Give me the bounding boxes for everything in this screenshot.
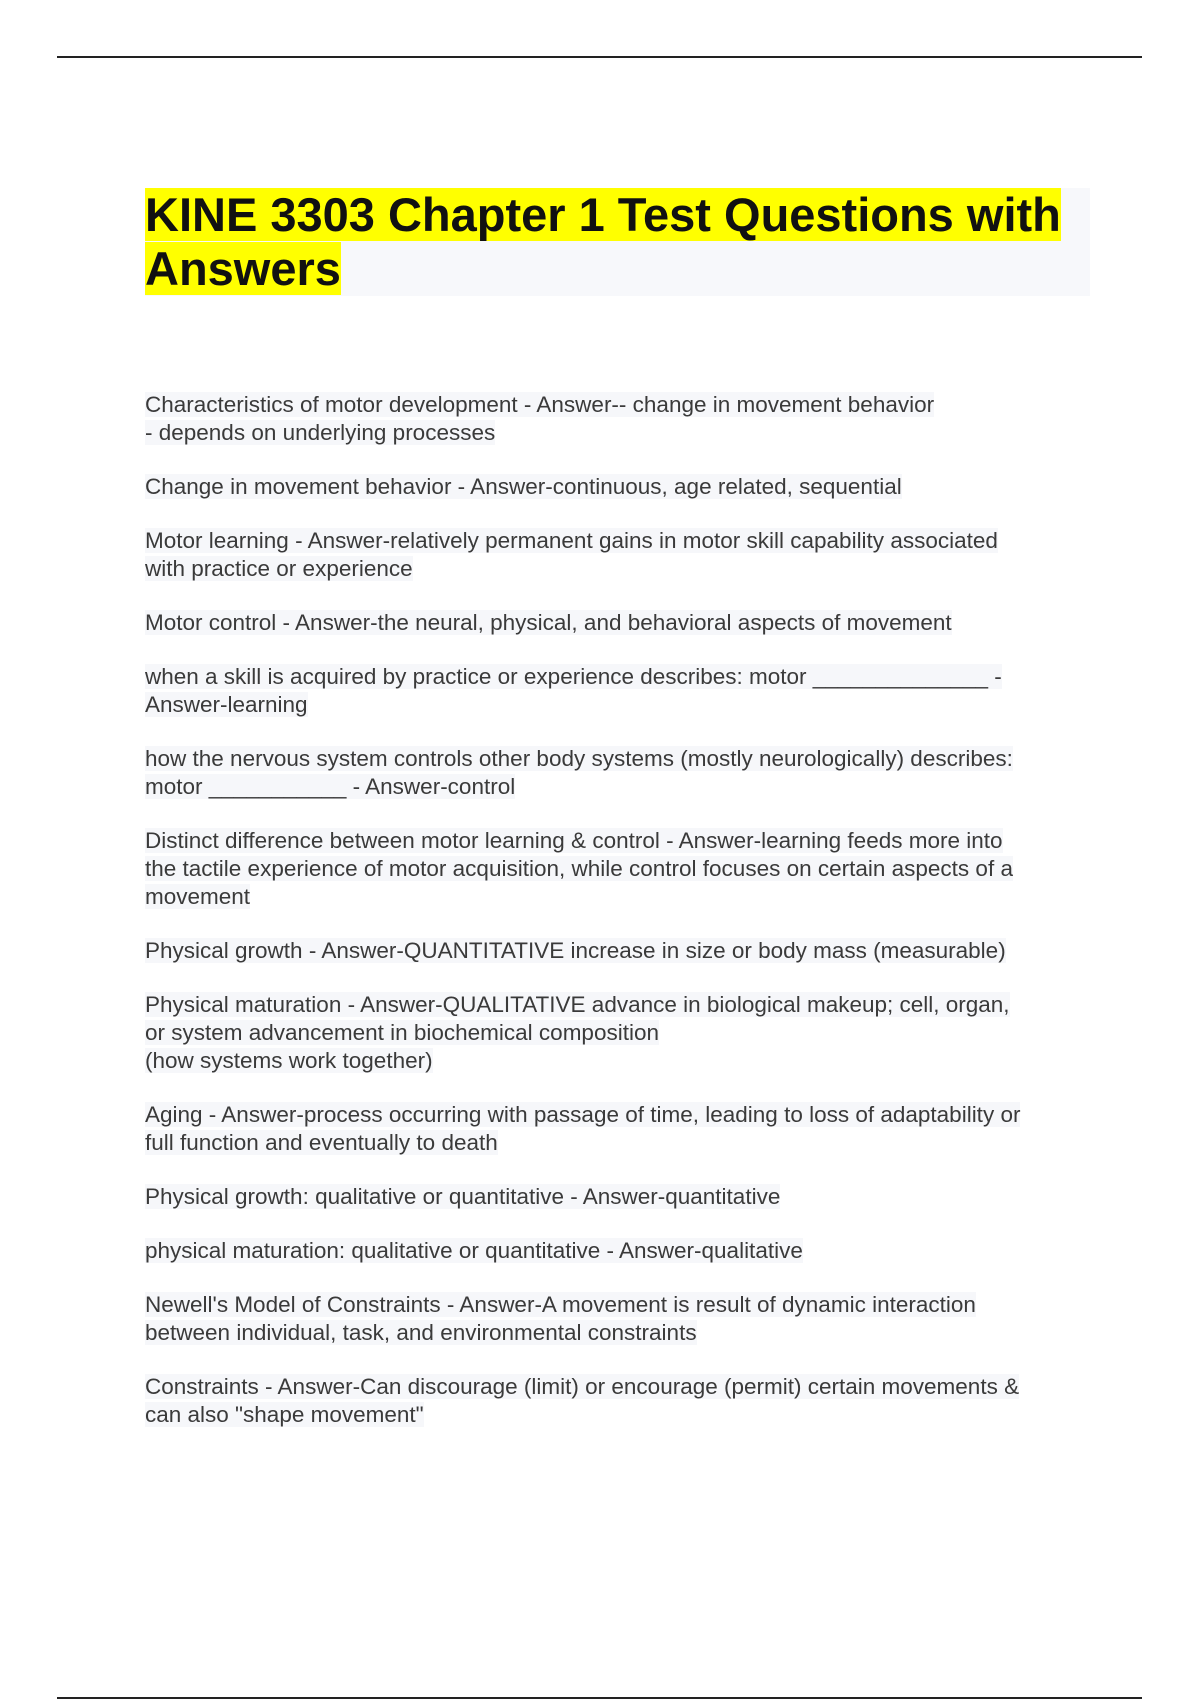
- qa-line: [145, 991, 1095, 1019]
- qa-item: [145, 1237, 1095, 1265]
- qa-item: [145, 937, 1095, 965]
- qa-item: [145, 663, 1095, 719]
- qa-item: [145, 1291, 1095, 1347]
- qa-line: [145, 419, 1095, 447]
- qa-line: [145, 1101, 1095, 1129]
- qa-item: [145, 745, 1095, 801]
- qa-line: [145, 1019, 1095, 1047]
- qa-line: [145, 1129, 1095, 1157]
- title-line-1: KINE 3303 Chapter 1 Test Questions with: [145, 188, 1061, 241]
- bottom-rule: [57, 1697, 1142, 1699]
- qa-line: [145, 391, 1095, 419]
- qa-line-text: with practice or experience: [145, 556, 413, 581]
- qa-item: [145, 1101, 1095, 1157]
- qa-item: [145, 827, 1095, 911]
- qa-line-text: Newell's Model of Constraints - Answer-A movement is result of dynamic interaction: [145, 1292, 976, 1317]
- qa-line: [145, 827, 1095, 855]
- qa-line-text: Motor control - Answer-the neural, physical, and behavioral aspects of movement: [145, 610, 952, 635]
- qa-line-text: Distinct difference between motor learning & control - Answer-learning feeds more into: [145, 828, 1003, 853]
- qa-line: [145, 883, 1095, 911]
- qa-item: [145, 473, 1095, 501]
- qa-line: [145, 1047, 1095, 1075]
- page-title: [145, 188, 1090, 296]
- title-line-2: Answers: [145, 242, 341, 295]
- qa-line: [145, 1183, 1095, 1211]
- qa-line-text: the tactile experience of motor acquisition, while control focuses on certain aspects of a: [145, 856, 1013, 881]
- qa-line: [145, 527, 1095, 555]
- qa-line: [145, 1291, 1095, 1319]
- qa-line-text: how the nervous system controls other body systems (mostly neurologically) describes:: [145, 746, 1013, 771]
- qa-line-text: Physical growth - Answer-QUANTITATIVE increase in size or body mass (measurable): [145, 938, 1006, 963]
- qa-item: [145, 1183, 1095, 1211]
- title-block: [145, 188, 1090, 296]
- qa-line-text: full function and eventually to death: [145, 1130, 498, 1155]
- qa-line-text: Physical growth: qualitative or quantitative - Answer-quantitative: [145, 1184, 781, 1209]
- qa-list: [145, 391, 1095, 1455]
- qa-line: [145, 1319, 1095, 1347]
- qa-line: [145, 1401, 1095, 1429]
- qa-line-text: (how systems work together): [145, 1048, 433, 1073]
- qa-line: [145, 663, 1095, 691]
- qa-line: [145, 937, 1095, 965]
- qa-line-text: physical maturation: qualitative or quantitative - Answer-qualitative: [145, 1238, 803, 1263]
- qa-item: [145, 527, 1095, 583]
- qa-line-text: movement: [145, 884, 251, 909]
- qa-line-text: Characteristics of motor development - Answer-- change in movement behavior: [145, 392, 935, 417]
- qa-line-text: when a skill is acquired by practice or experience describes: motor ______________ -: [145, 664, 1002, 689]
- qa-line: [145, 745, 1095, 773]
- qa-item: [145, 609, 1095, 637]
- qa-line-text: Constraints - Answer-Can discourage (limit) or encourage (permit) certain movements &: [145, 1374, 1020, 1399]
- qa-line-text: Answer-learning: [145, 692, 308, 717]
- qa-item: [145, 1373, 1095, 1429]
- qa-item: [145, 391, 1095, 447]
- qa-line: [145, 855, 1095, 883]
- top-rule: [57, 56, 1142, 58]
- qa-line-text: Physical maturation - Answer-QUALITATIVE advance in biological makeup; cell, organ,: [145, 992, 1010, 1017]
- qa-line-text: or system advancement in biochemical composition: [145, 1020, 659, 1045]
- qa-line-text: between individual, task, and environmental constraints: [145, 1320, 697, 1345]
- qa-line-text: can also "shape movement": [145, 1402, 424, 1427]
- qa-line: [145, 691, 1095, 719]
- qa-line: [145, 1373, 1095, 1401]
- qa-line-text: Motor learning - Answer-relatively permanent gains in motor skill capability associated: [145, 528, 998, 553]
- qa-line: [145, 773, 1095, 801]
- qa-line-text: Change in movement behavior - Answer-continuous, age related, sequential: [145, 474, 902, 499]
- qa-line: [145, 609, 1095, 637]
- qa-line: [145, 1237, 1095, 1265]
- qa-line: [145, 555, 1095, 583]
- qa-line: [145, 473, 1095, 501]
- qa-item: [145, 991, 1095, 1075]
- qa-line-text: motor ___________ - Answer-control: [145, 774, 516, 799]
- qa-line-text: - depends on underlying processes: [145, 420, 496, 445]
- qa-line-text: Aging - Answer-process occurring with passage of time, leading to loss of adaptability or: [145, 1102, 1021, 1127]
